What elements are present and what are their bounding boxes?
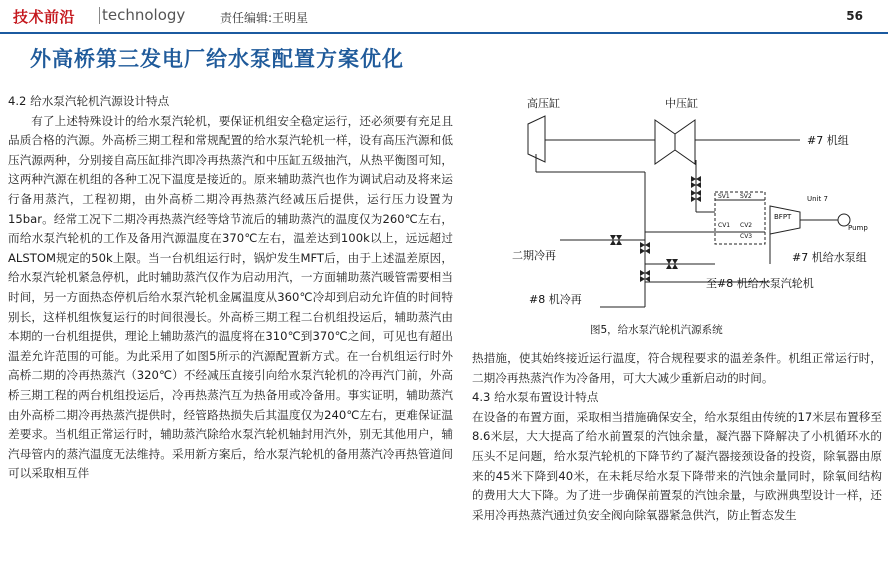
paragraph: 有了上述特殊设计的给水泵汽轮机，要保证机组安全稳定运行，还必须要有充足且品质合格的汽源。外高桥三期工程和常规配置的给水泵汽轮机一样，设有高压汽源和低压汽源两种，分别接自高压缸排汽即冷再热蒸汽和中压缸五级抽汽，从热平衡图可知，这两种汽源在机组的各种工况下温度是接近的。原来辅助蒸汽也作为调试启动及将来运行备用蒸汽，工程初期，由外高桥二期冷再热蒸汽经减压后提供，运行压力设置为15bar。经常工况下二期冷再热蒸汽经等焓节流后的辅助蒸汽的温度仅为260℃左右，而给水泵汽轮机的工作及备用汽源温度在370℃左右，温差达到100k以上，远远超过ALSTOM规定的50k上限。当一台机组运行时，锅炉发生MFT后，由于上述温差原因，给水泵汽轮机紧急停机，此时辅助蒸汽仅作为启动用汽，一方面辅助蒸汽暖管需要相当时间，另一方面热态停机后给水泵汽轮机金属温度从360℃冷却到启动允许值的时间特别长，这样机组恢复运行的时间很漫长。外高桥三期工程二台机组投运后，辅助蒸汽由本期的一台机组提供，理论上辅助蒸汽的温度将在310℃到370℃之间，可见也有超出温差允许范围的可能。为此采用了如图5所示的汽源配置新方式。在一台机组运行时外高桥二期的冷再热蒸汽（320℃）不经减压直接引向给水泵汽轮机的冷再汽门前，外高桥三期工程的两台机组投运后，冷再热蒸汽互为热备用或冷备用。事实证明，辅助蒸汽由外高桥二期冷再热蒸汽提供时，经管路热损失后其温度仅为240℃左右，更难保证温差要求。当机组正常运行时，辅助蒸汽除给水泵汽轮机轴封用汽外，别无其他用户，辅汽母管内的蒸汽温度无法维持。采用新方案后，给水泵汽轮机的备用蒸汽冷再热管道间可以采取相互伴 bbox=[8, 113, 453, 481]
article-title: 外高桥第三发电厂给水泵配置方案优化 bbox=[30, 47, 404, 71]
label-pump: Pump bbox=[848, 224, 868, 232]
left-column bbox=[8, 92, 453, 484]
label-unit7-small: Unit 7 bbox=[807, 195, 828, 203]
header-rule bbox=[0, 32, 888, 34]
paragraph: 在设备的布置方面，采取相当措施确保安全，给水泵组由传统的17米层布置移至8.6米层，大大提高了给水前置泵的汽蚀余量，凝汽器下降解决了小机循环水的压头不足问题，给水泵汽轮机的下降节约了凝汽器接颈设备的投资，除氧器由原来的45米下降到40米，在未耗尽给水泵下降带来的汽蚀余量同时，除氧间结构的费用大大下降。为了进一步确保前置泵的汽蚀余量，与欧洲典型设计一样，还采用冷再热蒸汽通过负安全阀向除氧器紧急供汽，防止暂态发生 bbox=[472, 409, 882, 522]
paragraph: 热措施，使其始终接近运行温度，符合规程要求的温差条件。机组正常运行时，二期冷再热蒸汽作为冷备用，可大大减少重新启动的时间。 bbox=[472, 351, 882, 385]
label-cv2: CV2 bbox=[740, 222, 753, 229]
right-column bbox=[472, 349, 882, 525]
section-heading-4-2: 4.2 给水泵汽轮机汽源设计特点 bbox=[8, 94, 170, 108]
label-to-unit8: 至#8 机给水泵汽轮机 bbox=[706, 277, 814, 290]
ip-turbine-left bbox=[655, 120, 675, 164]
label-hp-cylinder: 高压缸 bbox=[527, 97, 560, 110]
label-cv3: CV3 bbox=[740, 233, 753, 240]
label-cv1: CV1 bbox=[718, 222, 731, 229]
label-bfpt: BFPT bbox=[774, 213, 792, 221]
label-unit7: #7 机组 bbox=[807, 134, 849, 147]
label-unit7-feedpump: #7 机给水泵组 bbox=[792, 251, 867, 264]
ip-turbine-right bbox=[675, 120, 695, 164]
figure-5 bbox=[470, 92, 888, 346]
label-ip-cylinder: 中压缸 bbox=[665, 97, 698, 110]
page-number: 56 bbox=[846, 9, 863, 23]
steam-system-diagram bbox=[470, 92, 888, 322]
section-brand: 技术前沿 bbox=[13, 8, 76, 26]
editor-credit: 责任编辑:王明星 bbox=[220, 11, 309, 25]
label-unit8-cold-reheat: #8 机冷再 bbox=[529, 293, 582, 306]
label-phase2-cold-reheat: 二期冷再 bbox=[512, 249, 556, 262]
figure-caption: 图5，给水泵汽轮机汽源系统 bbox=[590, 324, 723, 336]
section-brand-english: technology bbox=[102, 6, 186, 24]
section-heading-4-3: 4.3 给水泵布置设计特点 bbox=[472, 390, 599, 405]
label-sv1: SV1 bbox=[718, 193, 730, 200]
brand-divider bbox=[99, 7, 100, 24]
page-header bbox=[0, 0, 888, 33]
label-sv2: SV2 bbox=[740, 193, 752, 200]
